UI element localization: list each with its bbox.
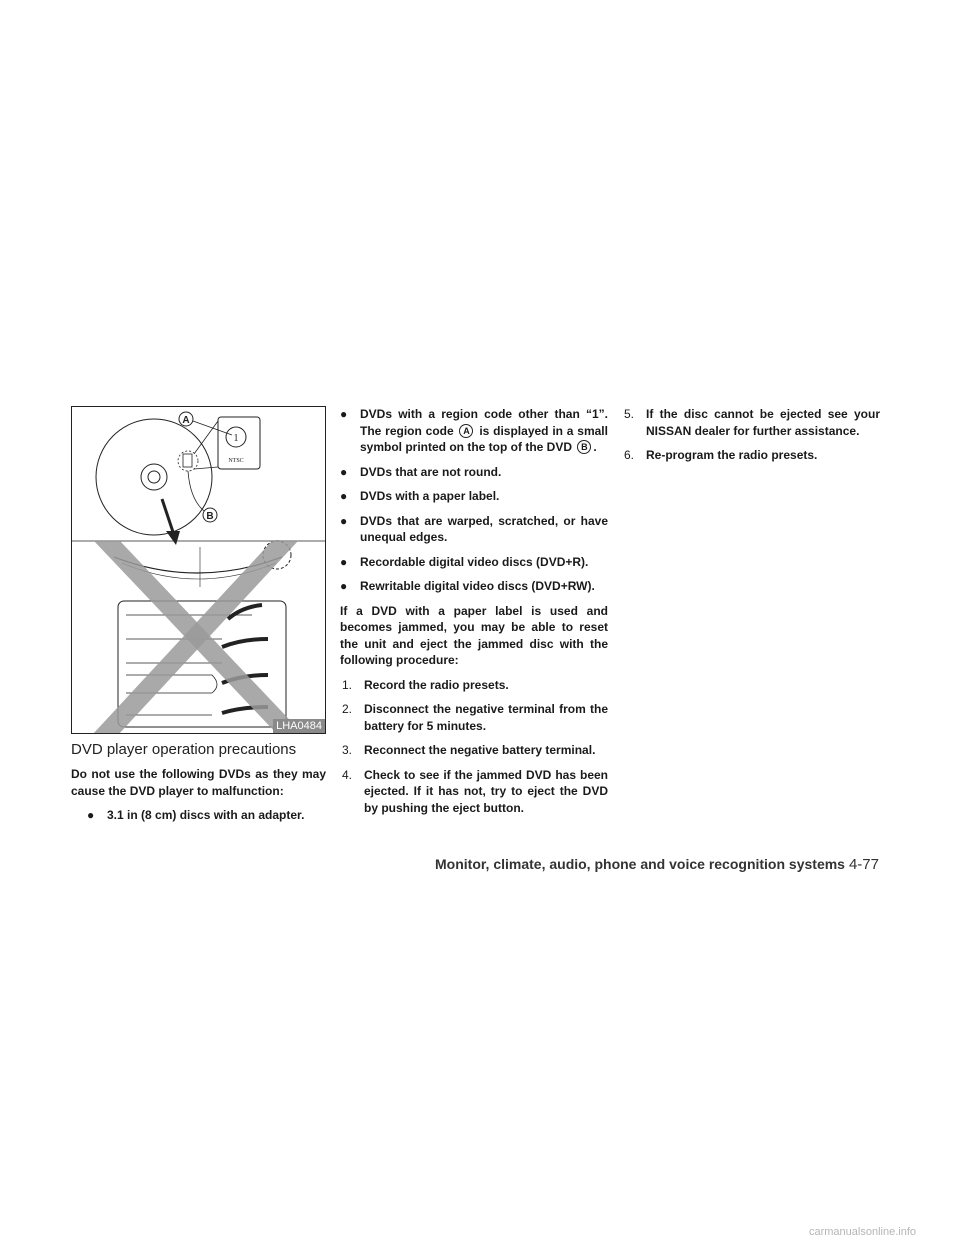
page-number: 4-77 (848, 856, 879, 873)
dvd-illustration (71, 406, 326, 734)
column-2 (340, 406, 608, 824)
intro-paragraph: Do not use the following DVDs as they may cause the DVD player to malfunction: (71, 767, 326, 798)
section-title: DVD player operation precautions (71, 741, 297, 758)
step-item: 2. Disconnect the negative terminal from the battery for 5 minutes. (342, 702, 608, 733)
bullet-icon: ● (340, 407, 348, 421)
list-item: ● DVDs that are warped, scratched, or have unequal edges. (340, 513, 608, 544)
dvd-diagram (72, 407, 326, 734)
svg-text:1: 1 (233, 433, 239, 444)
list-item: ● DVDs that are not round. (340, 464, 502, 479)
list-item: ● 3.1 in (8 cm) discs with an adapter. (87, 808, 305, 822)
bullet-icon: ● (87, 808, 95, 822)
step-item: 3. Reconnect the negative battery terminal. (342, 743, 596, 757)
svg-text:A: A (182, 415, 190, 426)
bullet-icon: ● (340, 513, 348, 528)
step-item: 6. Re-program the radio presets. (624, 448, 818, 462)
callout-b-icon: B (577, 440, 591, 454)
bullet-icon: ● (340, 554, 348, 569)
chapter-title: Monitor, climate, audio, phone and voice recognition systems (435, 856, 845, 872)
figure-code: LHA0484 (273, 719, 325, 733)
list-item: ● DVDs with a paper label. (340, 489, 500, 503)
jam-intro-paragraph: If a DVD with a paper label is used and becomes jammed, you may be able to reset the unit and eject the jammed disc with the following procedure: (340, 603, 608, 667)
page-footer (435, 856, 879, 873)
bullet-icon: ● (340, 464, 348, 479)
bullet-icon: ● (340, 489, 348, 503)
list-item-region: ● DVDs with a region code other than “1”. The region code A is displayed in a small symbol printed on the top of the DVD B . (340, 407, 608, 454)
bullet-icon: ● (340, 579, 348, 593)
svg-text:NTSC: NTSC (228, 458, 244, 464)
list-item: ● Recordable digital video discs (DVD+R). (340, 554, 589, 569)
svg-text:B: B (206, 511, 214, 522)
column-1 (71, 766, 326, 832)
callout-a-icon: A (459, 424, 473, 438)
step-item: 5. If the disc cannot be ejected see your NISSAN dealer for further assistance. (624, 407, 880, 438)
list-item: ● Rewritable digital video discs (DVD+RW). (340, 579, 595, 593)
column-3 (622, 406, 880, 472)
step-item: 1. Record the radio presets. (342, 677, 509, 692)
step-item: 4. Check to see if the jammed DVD has been ejected. If it has not, try to eject the DVD by pushing the eject button. (342, 767, 608, 815)
watermark: carmanualsonline.info (808, 1226, 916, 1238)
